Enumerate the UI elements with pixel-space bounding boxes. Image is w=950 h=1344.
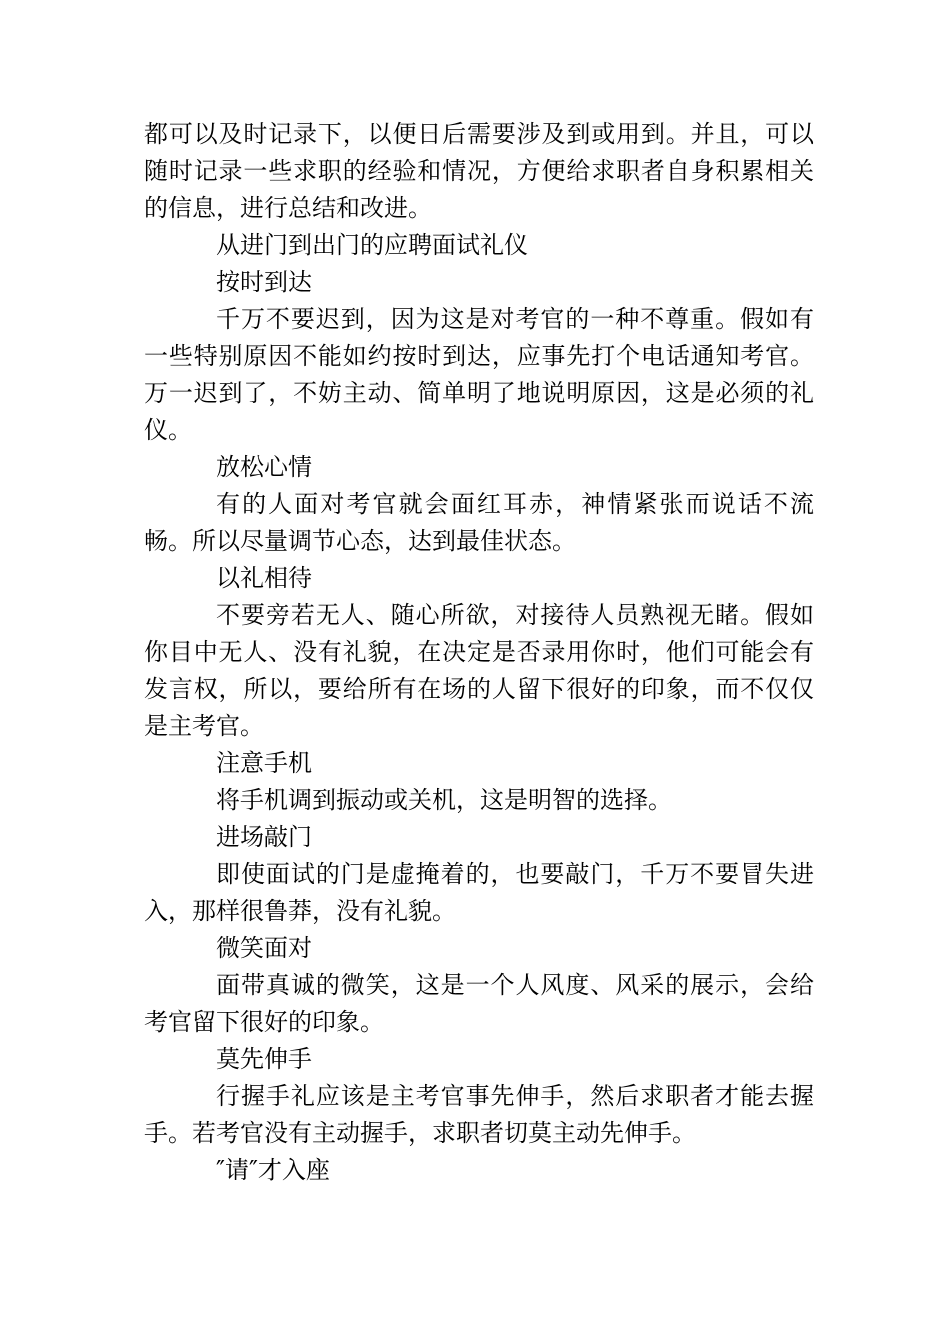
paragraph-courtesy: 不要旁若无人、随心所欲，对接待人员熟视无睹。假如你目中无人、没有礼貌，在决定是否录用你时，他们可能会有发言权，所以，要给所有在场的人留下很好的印象，而不仅仅是主考官。 [144, 601, 814, 740]
paragraph-relax: 有的人面对考官就会面红耳赤，神情紧张而说话不流畅。所以尽量调节心态，达到最佳状态。 [144, 490, 814, 555]
paragraph-continuation: 都可以及时记录下，以便日后需要涉及到或用到。并且，可以随时记录一些求职的经验和情况，方便给求职者自身积累相关的信息，进行总结和改进。 [144, 120, 814, 222]
paragraph-knock: 即使面试的门是虚掩着的，也要敲门，千万不要冒失进入，那样很鲁莽，没有礼貌。 [144, 860, 814, 925]
subheading-relax: 放松心情 [216, 453, 312, 481]
document-body [144, 116, 814, 1189]
subheading-smile: 微笑面对 [216, 934, 312, 962]
subheading-on-time: 按时到达 [216, 268, 312, 296]
subheading-knock: 进场敲门 [216, 823, 312, 851]
subheading-handshake: 莫先伸手 [216, 1045, 312, 1073]
paragraph-handshake: 行握手礼应该是主考官事先伸手，然后求职者才能去握手。若考官没有主动握手，求职者切莫主动先伸手。 [144, 1082, 814, 1147]
subheading-seat: ″请″才入座 [216, 1156, 330, 1184]
paragraph-on-time: 千万不要迟到，因为这是对考官的一种不尊重。假如有一些特别原因不能如约按时到达，应事先打个电话通知考官。万一迟到了，不妨主动、简单明了地说明原因，这是必须的礼仪。 [144, 305, 814, 444]
paragraph-phone: 将手机调到振动或关机，这是明智的选择。 [216, 786, 672, 814]
subheading-courtesy: 以礼相待 [216, 564, 312, 592]
section-title: 从进门到出门的应聘面试礼仪 [216, 231, 528, 259]
paragraph-smile: 面带真诚的微笑，这是一个人风度、风采的展示，会给考官留下很好的印象。 [144, 971, 814, 1036]
subheading-phone: 注意手机 [216, 749, 312, 777]
